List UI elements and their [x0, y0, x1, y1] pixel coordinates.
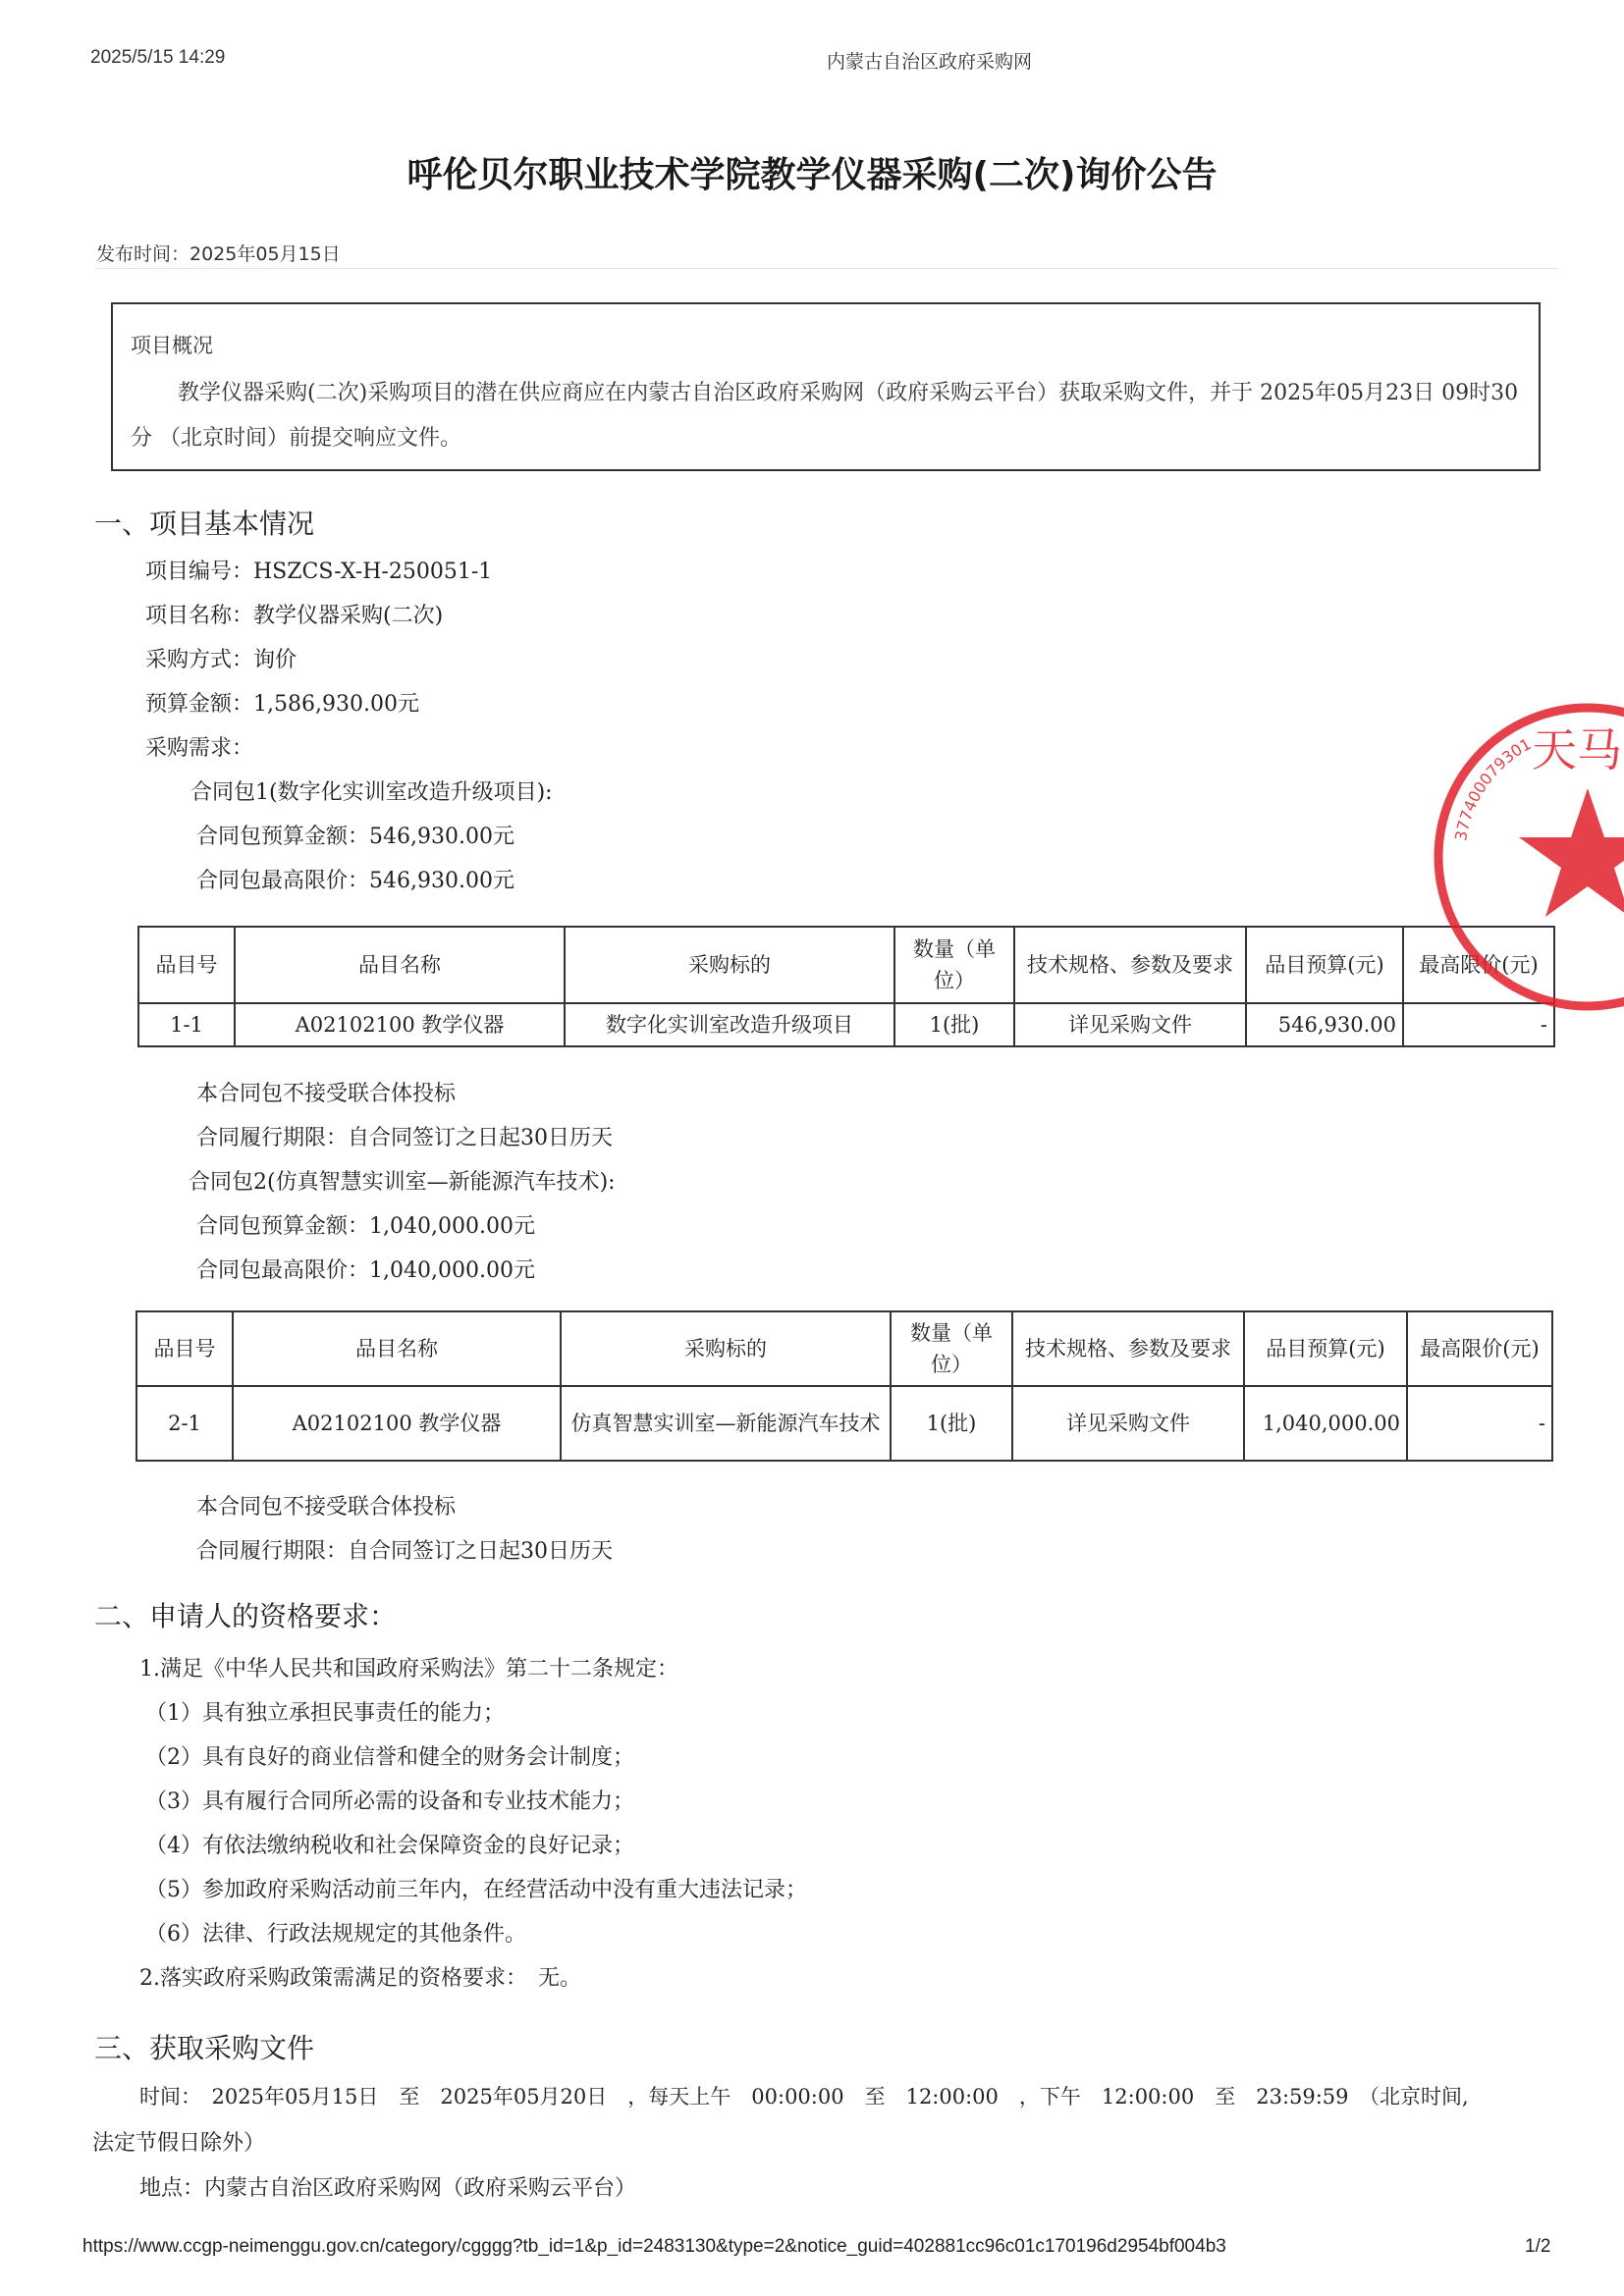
- seal-text: 天马: [1532, 723, 1622, 776]
- official-seal: [1426, 695, 1624, 1019]
- print-datetime: 2025/5/15 14:29: [90, 47, 226, 68]
- table-cell: 1,040,000.00: [1244, 1386, 1407, 1461]
- package1-max-price: 合同包最高限价：546,930.00元: [196, 869, 514, 893]
- acquisition-time-cont: 法定节假日除外）: [92, 2131, 266, 2156]
- package1-table: [137, 926, 1555, 1047]
- seal-star-icon: [1519, 788, 1624, 917]
- site-name: 内蒙古自治区政府采购网: [827, 52, 1033, 73]
- project-no: 项目编号：HSZCS-X-H-250051-1: [145, 560, 493, 584]
- overview-box: [111, 302, 1541, 471]
- table-header-cell: 品目名称: [233, 1311, 561, 1386]
- table-header-cell: 品目名称: [235, 927, 565, 1003]
- acquisition-time: 时间： 2025年05月15日 至 2025年05月20日 ，每天上午 00:00:00 至 12:00:00 ，下午 12:00:00 至 23:59:59 （北京时间,: [139, 2085, 1469, 2109]
- package2-note-consortium: 本合同包不接受联合体投标: [196, 1495, 457, 1520]
- overview-title: 项目概况: [131, 334, 213, 357]
- qualification-sub-4: （4）有依法缴纳税收和社会保障资金的良好记录；: [145, 1834, 634, 1858]
- table-cell: 1-1: [138, 1003, 235, 1046]
- table-cell: 详见采购文件: [1014, 1003, 1246, 1046]
- package2-budget: 合同包预算金额：1,040,000.00元: [196, 1214, 535, 1239]
- package2-note-term: 合同履行期限：自合同签订之日起30日历天: [196, 1539, 613, 1564]
- table-header-cell: 数量（单位）: [894, 927, 1014, 1003]
- package1-note-term: 合同履行期限：自合同签订之日起30日历天: [196, 1126, 613, 1150]
- package2-table: [135, 1310, 1553, 1462]
- table-cell: 1(批): [894, 1003, 1014, 1046]
- table-cell: 1(批): [891, 1386, 1012, 1461]
- qualification-item-2: 2.落实政府采购政策需满足的资格要求： 无。: [139, 1966, 581, 1991]
- table-cell: 2-1: [136, 1386, 233, 1461]
- package2-max-price: 合同包最高限价：1,040,000.00元: [196, 1258, 535, 1283]
- table-header-row: [136, 1311, 1552, 1386]
- table-cell: A02102100 教学仪器: [235, 1003, 565, 1046]
- table-header-cell: 采购标的: [561, 1311, 891, 1386]
- footer-url[interactable]: https://www.ccgp-neimenggu.gov.cn/category/cgggg?tb_id=1&p_id=2483130&type=2&notice_guid=402881cc96c01c170196d2954bf004b3: [82, 2236, 1226, 2257]
- package1-budget: 合同包预算金额：546,930.00元: [196, 825, 514, 849]
- package1-note-consortium: 本合同包不接受联合体投标: [196, 1082, 457, 1106]
- section3-heading: 三、获取采购文件: [94, 2032, 315, 2064]
- table-cell: 546,930.00: [1246, 1003, 1403, 1046]
- acquisition-place: 地点：内蒙古自治区政府采购网（政府采购云平台）: [139, 2176, 637, 2201]
- qualification-sub-2: （2）具有良好的商业信誉和健全的财务会计制度；: [145, 1745, 634, 1770]
- table-header-cell: 品目号: [136, 1311, 233, 1386]
- divider: [96, 268, 1557, 269]
- project-name: 项目名称：教学仪器采购(二次): [145, 604, 444, 628]
- table-cell: 仿真智慧实训室—新能源汽车技术: [561, 1386, 891, 1461]
- table-header-cell: 最高限价(元): [1407, 1311, 1552, 1386]
- page-title: 呼伦贝尔职业技术学院教学仪器采购(二次)询价公告: [406, 155, 1218, 195]
- section1-heading: 一、项目基本情况: [94, 507, 315, 540]
- overview-body: 教学仪器采购(二次)采购项目的潜在供应商应在内蒙古自治区政府采购网（政府采购云平台）获取采购文件，并于 2025年05月23日 09时30分 （北京时间）前提交响应文件。: [131, 381, 1519, 451]
- table-cell: -: [1403, 1003, 1554, 1046]
- section2-heading: 二、申请人的资格要求：: [94, 1600, 398, 1632]
- package2-title: 合同包2(仿真智慧实训室—新能源汽车技术):: [189, 1170, 616, 1195]
- table-header-row: [138, 927, 1554, 1003]
- table-header-cell: 采购标的: [565, 927, 894, 1003]
- qualification-sub-5: （5）参加政府采购活动前三年内，在经营活动中没有重大违法记录；: [145, 1878, 807, 1902]
- table-cell: 详见采购文件: [1012, 1386, 1244, 1461]
- budget-amount: 预算金额：1,586,930.00元: [145, 692, 419, 717]
- table-header-cell: 品目号: [138, 927, 235, 1003]
- qualification-sub-1: （1）具有独立承担民事责任的能力；: [145, 1701, 505, 1726]
- table-cell: 数字化实训室改造升级项目: [565, 1003, 894, 1046]
- table-cell: A02102100 教学仪器: [233, 1386, 561, 1461]
- table-header-cell: 技术规格、参数及要求: [1012, 1311, 1244, 1386]
- qualification-item-1: 1.满足《中华人民共和国政府采购法》第二十二条规定：: [139, 1657, 678, 1682]
- qualification-sub-3: （3）具有履行合同所必需的设备和专业技术能力；: [145, 1789, 634, 1814]
- table-header-cell: 最高限价(元): [1403, 927, 1554, 1003]
- table-header-cell: 技术规格、参数及要求: [1014, 927, 1246, 1003]
- table-header-cell: 品目预算(元): [1244, 1311, 1407, 1386]
- table-row: [136, 1386, 1552, 1461]
- procurement-method: 采购方式：询价: [145, 648, 298, 672]
- table-header-cell: 品目预算(元): [1246, 927, 1403, 1003]
- page-number: 1/2: [1525, 2236, 1551, 2257]
- publish-time: 发布时间：2025年05月15日: [96, 243, 341, 265]
- qualification-sub-6: （6）法律、行政法规规定的其他条件。: [145, 1922, 526, 1947]
- table-cell: -: [1407, 1386, 1552, 1461]
- table-header-cell: 数量（单位）: [891, 1311, 1012, 1386]
- table-row: [138, 1003, 1554, 1046]
- seal-digits: 377400079301: [1451, 734, 1535, 843]
- procurement-demand: 采购需求：: [145, 736, 254, 761]
- package1-title: 合同包1(数字化实训室改造升级项目):: [190, 780, 553, 805]
